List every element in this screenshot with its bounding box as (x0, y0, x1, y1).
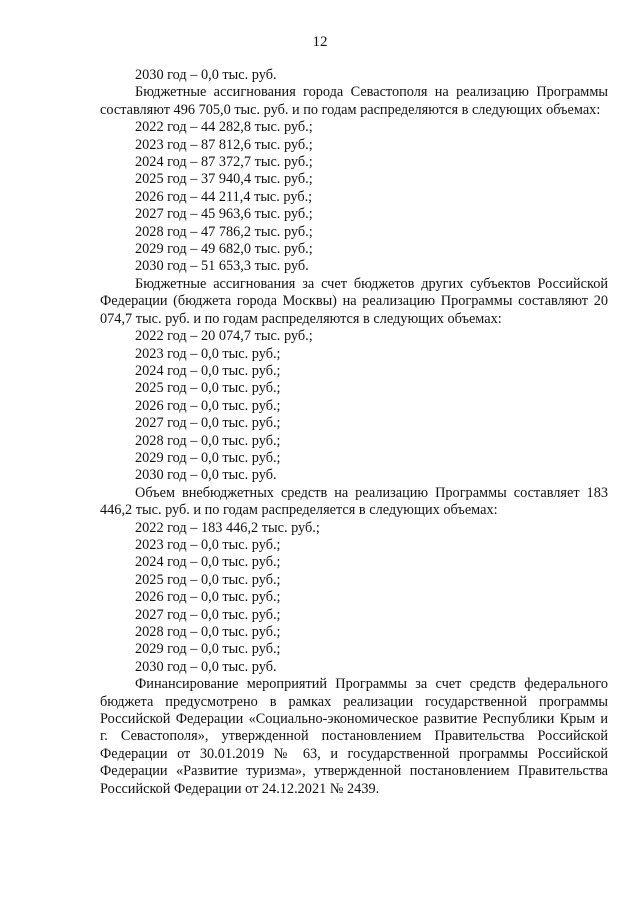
year-line: 2023 год – 87 812,6 тыс. руб.; (135, 136, 313, 153)
year-line: 2026 год – 0,0 тыс. руб.; (135, 589, 281, 606)
year-line: 2030 год – 0,0 тыс. руб. (135, 658, 277, 675)
year-line: 2026 год – 44 211,4 тыс. руб.; (135, 188, 313, 205)
year-line: 2022 год – 183 446,2 тыс. руб.; (135, 519, 320, 536)
year-line: 2029 год – 49 682,0 тыс. руб.; (135, 241, 313, 258)
year-line: 2030 год – 0,0 тыс. руб. (135, 67, 277, 83)
year-line: 2022 год – 20 074,7 тыс. руб.; (135, 328, 313, 345)
year-line: 2025 год – 37 940,4 тыс. руб.; (135, 171, 313, 188)
extrabudget-paragraph: Объем внебюджетных средств на реализацию Программы составляет 183 446,2 тыс. руб. и по годам распределяется в следующих объемах: (100, 484, 608, 519)
year-line: 2028 год – 0,0 тыс. руб.; (135, 624, 281, 640)
extrabudget-year-list (100, 520, 608, 677)
year-line: 2023 год – 0,0 тыс. руб.; (135, 345, 281, 362)
year-line: 2024 год – 0,0 тыс. руб.; (135, 554, 281, 571)
year-line: 2027 год – 45 963,6 тыс. руб.; (135, 206, 313, 223)
year-line: 2030 год – 51 653,3 тыс. руб. (135, 258, 309, 275)
sevastopol-year-list (100, 119, 608, 276)
year-line: 2024 год – 87 372,7 тыс. руб.; (135, 154, 313, 171)
other-subjects-paragraph: Бюджетные ассигнования за счет бюджетов других субъектов Российской Федерации (бюджета города Москвы) на реализацию Программы составляют 20 074,7 тыс. руб. и по годам распределяются в следующих объемах: (100, 275, 608, 327)
year-line: 2027 год – 0,0 тыс. руб.; (135, 606, 281, 623)
sevastopol-paragraph: Бюджетные ассигнования города Севастополя на реализацию Программы составляют 496 705,0 тыс. руб. и по годам распределяются в следующих объемах: (100, 84, 608, 118)
year-line: 2028 год – 47 786,2 тыс. руб.; (135, 223, 313, 240)
year-line: 2028 год – 0,0 тыс. руб.; (135, 432, 281, 449)
year-line: 2025 год – 0,0 тыс. руб.; (135, 571, 281, 588)
page-number: 12 (312, 34, 328, 50)
year-line: 2030 год – 0,0 тыс. руб. (135, 467, 277, 484)
year-line: 2027 год – 0,0 тыс. руб.; (135, 415, 281, 432)
year-line: 2025 год – 0,0 тыс. руб.; (135, 380, 281, 397)
other-subjects-year-list (100, 328, 608, 485)
year-line: 2029 год – 0,0 тыс. руб.; (135, 449, 281, 466)
year-line: 2026 год – 0,0 тыс. руб.; (135, 397, 281, 414)
year-line: 2024 год – 0,0 тыс. руб.; (135, 362, 281, 379)
document-body (100, 67, 608, 798)
federal-financing-paragraph: Финансирование мероприятий Программы за счет средств федерального бюджета предусмотрено в рамках реализации государственной программы Российской Федерации «Социально-экономическое развитие Республики Крым и г. Севастополя», утвержденной постановлением Правительства Российской Федерации от 30.01.2019 № 63, и государственной программы Российской Федерации «Развитие туризма», утвержденной постановлением Правительства Российской Федерации от 24.12.2021 № 2439. (100, 676, 608, 797)
year-line: 2029 год – 0,0 тыс. руб.; (135, 641, 281, 658)
year-line: 2022 год – 44 282,8 тыс. руб.; (135, 119, 313, 136)
year-line: 2023 год – 0,0 тыс. руб.; (135, 536, 281, 553)
